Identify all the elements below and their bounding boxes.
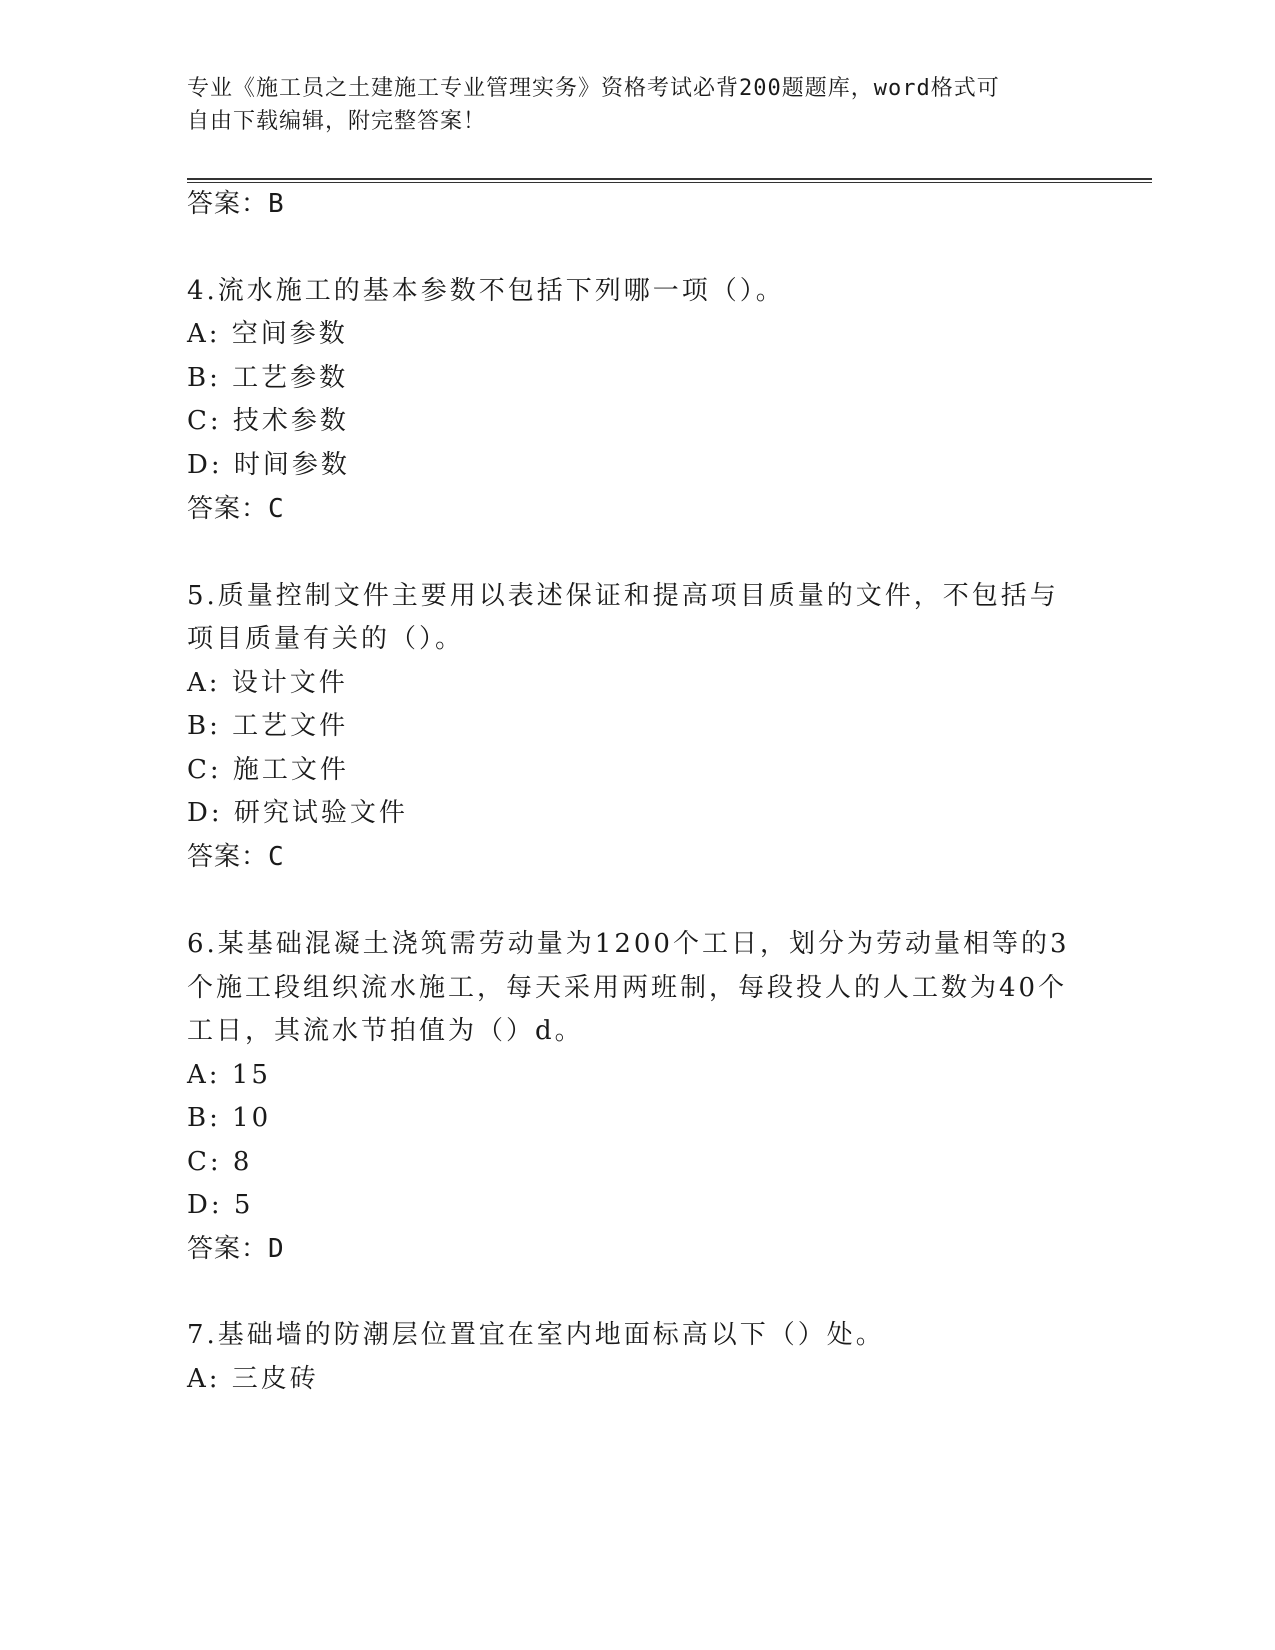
question-5-stem-line-2: 项目质量有关的（）。 [187, 624, 465, 654]
question-7-stem: 7.基础墙的防潮层位置宜在室内地面标高以下（）处。 [187, 1320, 885, 1350]
question-5-option-a: A: 设计文件 [187, 668, 348, 698]
question-5-option-c: C: 施工文件 [187, 755, 349, 785]
question-4-stem: 4.流水施工的基本参数不包括下列哪一项（）。 [187, 276, 785, 306]
header-line-2: 自由下载编辑，附完整答案！ [187, 109, 487, 134]
question-6-stem-line-3: 工日，其流水节拍值为（）d。 [187, 1016, 584, 1046]
question-4-answer: 答案：C [187, 494, 285, 524]
question-5-answer: 答案：C [187, 842, 285, 872]
previous-answer: 答案：B [187, 189, 285, 219]
question-4-option-c: C: 技术参数 [187, 406, 349, 436]
header-line-1: 专业《施工员之土建施工专业管理实务》资格考试必背200题题库，word格式可 [187, 76, 1000, 101]
question-5-stem-line-1: 5.质量控制文件主要用以表述保证和提高项目质量的文件，不包括与 [187, 581, 1059, 611]
question-7-option-a: A: 三皮砖 [187, 1364, 319, 1394]
header-divider [187, 178, 1152, 183]
question-6-answer: 答案：D [187, 1234, 285, 1264]
question-6-option-d: D: 5 [187, 1190, 254, 1220]
question-4-option-b: B: 工艺参数 [187, 363, 349, 393]
question-6-option-c: C: 8 [187, 1147, 253, 1177]
question-5-option-b: B: 工艺文件 [187, 711, 349, 741]
question-6-stem-line-1: 6.某基础混凝土浇筑需劳动量为1200个工日，划分为劳动量相等的3 [187, 929, 1070, 959]
question-6-option-b: B: 10 [187, 1103, 272, 1133]
question-4-option-a: A: 空间参数 [187, 319, 348, 349]
question-4-option-d: D: 时间参数 [187, 450, 350, 480]
question-5-option-d: D: 研究试验文件 [187, 798, 408, 828]
question-6-option-a: A: 15 [187, 1060, 271, 1090]
document-header [187, 72, 1067, 138]
question-6-stem-line-2: 个施工段组织流水施工，每天采用两班制，每段投人的人工数为40个 [187, 973, 1068, 1003]
